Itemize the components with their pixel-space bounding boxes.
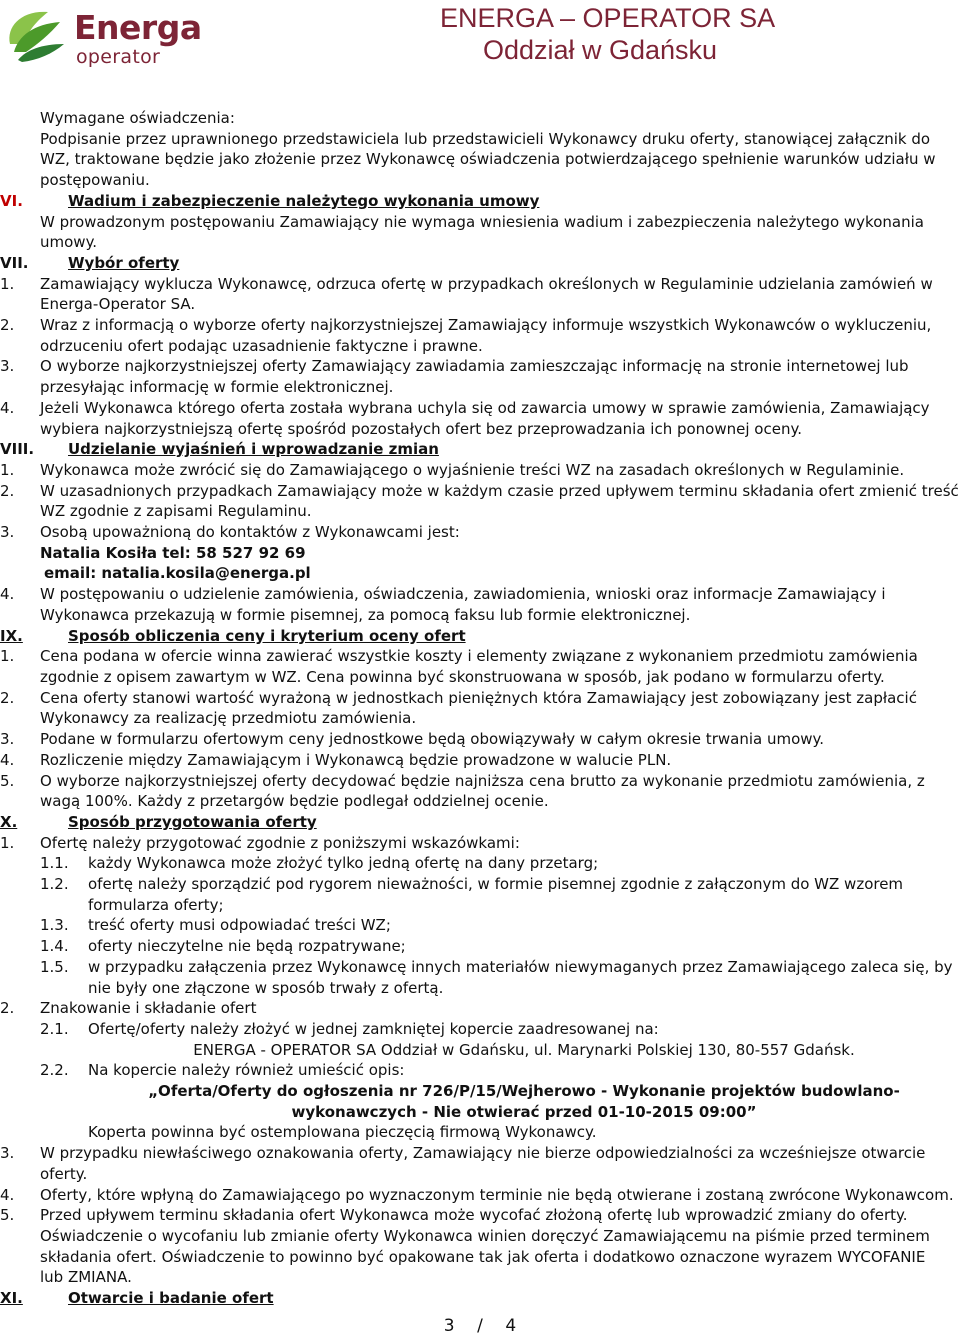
item-text: O wyborze najkorzystniejszej oferty decydować będzie najniższa cena brutto za wykonanie przedmiotu zamówienia, z bbox=[40, 771, 925, 790]
contact-email[interactable]: email: natalia.kosila@energa.pl bbox=[44, 564, 311, 583]
item-text: Cena podana w ofercie winna zawierać wszystkie koszty i elementy związane z wykonaniem przedmiotu zamówienia bbox=[40, 647, 918, 666]
energa-logo bbox=[4, 4, 204, 70]
list-item bbox=[0, 460, 960, 481]
list-item bbox=[0, 315, 960, 336]
sub-list-item bbox=[0, 853, 960, 874]
header-title-block bbox=[440, 2, 776, 66]
item-number: 1.4. bbox=[40, 937, 69, 956]
section-number: VII. bbox=[0, 253, 29, 272]
contact-person: Natalia Kosiła tel: 58 527 92 69 bbox=[40, 543, 306, 562]
item-text: W uzasadnionych przypadkach Zamawiający może w każdym czasie przed upływem terminu składania ofert zmienić treść bbox=[40, 481, 959, 500]
sub-list-item bbox=[0, 936, 960, 957]
list-item-cont: Oświadczenie o wycofaniu lub zmianie oferty Wykonawca winien doręczyć Zamawiającemu na piśmie przed terminem bbox=[40, 1226, 930, 1245]
section-number: VIII. bbox=[0, 440, 35, 459]
section-heading-ix bbox=[0, 626, 960, 647]
sub-list-item-cont: nie były one złączone w sposób trwały z ofertą. bbox=[88, 978, 444, 997]
sub-list-item bbox=[0, 1019, 960, 1040]
item-text: Podane w formularzu ofertowym ceny jednostkowe będą obowiązywały w całym okresie trwania umowy. bbox=[40, 730, 825, 749]
list-item-cont: Wykonawca przekazują w formie pisemnej, za pomocą faksu lub formie elektronicznej. bbox=[40, 605, 691, 624]
list-item bbox=[0, 646, 960, 667]
item-number: 2.1. bbox=[40, 1019, 69, 1038]
item-text: treść oferty musi odpowiadać treści WZ; bbox=[88, 916, 391, 935]
list-item bbox=[0, 481, 960, 502]
list-item bbox=[0, 1143, 960, 1164]
item-text: Jeżeli Wykonawca którego oferta została wybrana uchyla się od zawarcia umowy w sprawie zamówienia, Zamawiający bbox=[40, 398, 930, 417]
section-number: XI. bbox=[0, 1289, 23, 1308]
item-text: Osobą upoważnioną do kontaktów z Wykonawcami jest: bbox=[40, 523, 460, 542]
list-item bbox=[0, 833, 960, 854]
intro-line: Wymagane oświadczenia: bbox=[40, 109, 235, 127]
envelope-label: wykonawczych - Nie otwierać przed 01-10-2015 09:00” bbox=[291, 1102, 757, 1121]
section-title: Otwarcie i badanie ofert bbox=[68, 1289, 274, 1308]
section-number: VI. bbox=[0, 191, 23, 210]
item-text: W postępowaniu o udzielenie zamówienia, oświadczenia, zawiadomienia, wnioski oraz informacje Zamawiający i bbox=[40, 585, 886, 604]
page-header bbox=[0, 0, 960, 90]
item-text: W przypadku niewłaściwego oznakowania oferty, Zamawiający nie bierze odpowiedzialności za wcześniejsze otwarcie bbox=[40, 1144, 926, 1163]
item-number: 1. bbox=[0, 833, 15, 852]
item-text: Rozliczenie między Zamawiającym i Wykonawcą będzie prowadzone w walucie PLN. bbox=[40, 750, 672, 769]
list-item-cont: Wykonawcy za realizację przedmiotu zamówienia. bbox=[40, 709, 417, 728]
list-item bbox=[0, 771, 960, 792]
item-text: Wykonawca może zwrócić się do Zamawiającego o wyjaśnienie treści WZ na zasadach określonych w Regulaminie. bbox=[40, 460, 905, 479]
item-text: O wyborze najkorzystniejszej oferty Zamawiający zawiadamia zamieszczając informację na stronie internetowej lub bbox=[40, 357, 909, 376]
item-number: 1.1. bbox=[40, 854, 69, 873]
section-number: X. bbox=[0, 812, 18, 831]
section-heading-xi bbox=[0, 1288, 960, 1309]
intro-line: postępowaniu. bbox=[40, 171, 150, 190]
list-item bbox=[0, 584, 960, 605]
page-separator: / bbox=[477, 1316, 483, 1336]
list-item bbox=[0, 998, 960, 1019]
item-text: Ofertę/oferty należy złożyć w jednej zamkniętej kopercie zaadresowanej na: bbox=[88, 1019, 659, 1038]
section-heading-vii bbox=[0, 253, 960, 274]
item-text: Na kopercie należy również umieścić opis: bbox=[88, 1061, 405, 1080]
list-item bbox=[0, 522, 960, 543]
item-number: 3. bbox=[0, 523, 15, 542]
list-item-cont: wagą 100%. Każdy z przetargów będzie podlegał oddzielnej ocenie. bbox=[40, 792, 549, 811]
list-item-cont: Energa-Operator SA. bbox=[40, 295, 196, 314]
list-item-cont: lub ZMIANA. bbox=[40, 1268, 132, 1287]
document-body bbox=[0, 108, 960, 1309]
sub-list-item bbox=[0, 874, 960, 895]
item-text: Zamawiający wyklucza Wykonawcę, odrzuca ofertę w przypadkach określonych w Regulaminie udzielania zamówień w bbox=[40, 274, 933, 293]
list-item bbox=[0, 1185, 960, 1206]
section-title: Wybór oferty bbox=[68, 253, 180, 272]
item-text: Cena oferty stanowi wartość wyrażoną w jednostkach pieniężnych która Zamawiający jest zobowiązany jest zapłacić bbox=[40, 688, 917, 707]
page-footer bbox=[0, 1316, 960, 1336]
item-number: 1.5. bbox=[40, 957, 69, 976]
item-text: Oferty, które wpłyną do Zamawiającego po wyznaczonym terminie nie będą otwierane i zostaną zwrócone Wykonawcom. bbox=[40, 1185, 954, 1204]
envelope-label: „Oferta/Oferty do ogłoszenia nr 726/P/15/Wejherowo - Wykonanie projektów budowlano- bbox=[148, 1082, 900, 1101]
item-number: 2.2. bbox=[40, 1061, 69, 1080]
item-number: 1. bbox=[0, 647, 15, 666]
list-item-cont: zgodnie z opisem zawartym w WZ. Cena powinna być skonstruowana w sposób, jak podano w formularzu oferty. bbox=[40, 667, 885, 686]
logo-sub: operator bbox=[76, 46, 161, 68]
item-number: 2. bbox=[0, 316, 15, 335]
list-item bbox=[0, 1205, 960, 1226]
list-item-cont: oferty. bbox=[40, 1164, 88, 1183]
item-text: oferty nieczytelne nie będą rozpatrywane; bbox=[88, 937, 406, 956]
branch-name: Oddział w Gdańsku bbox=[482, 35, 718, 65]
sub-list-item bbox=[0, 1060, 960, 1081]
page-number: 3 bbox=[443, 1316, 455, 1336]
paragraph-line: umowy. bbox=[40, 233, 98, 252]
leaf-logo-icon bbox=[4, 4, 70, 66]
item-number: 3. bbox=[0, 730, 15, 749]
item-text: Ofertę należy przygotować zgodnie z poniższymi wskazówkami: bbox=[40, 833, 520, 852]
section-title: Udzielanie wyjaśnień i wprowadzanie zmian bbox=[68, 440, 439, 459]
item-text: Przed upływem terminu składania ofert Wykonawca może wycofać złożoną ofertę lub wprowadzić zmiany do oferty. bbox=[40, 1206, 908, 1225]
item-number: 1. bbox=[0, 460, 15, 479]
item-text: Wraz z informacją o wyborze oferty najkorzystniejszej Zamawiający informuje wszystkich Wykonawców o wykluczeniu, bbox=[40, 316, 932, 335]
item-text: Znakowanie i składanie ofert bbox=[40, 999, 257, 1018]
section-title: Wadium i zabezpieczenie należytego wykonania umowy bbox=[68, 191, 540, 210]
list-item-cont: przesyłając informację w formie elektronicznej. bbox=[40, 378, 394, 397]
sub-list-item bbox=[0, 915, 960, 936]
list-item-cont: wybiera najkorzystniejszą ofertę spośród pozostałych ofert bez przeprowadzania ich ponownej oceny. bbox=[40, 419, 802, 438]
list-item bbox=[0, 750, 960, 771]
list-item bbox=[0, 356, 960, 377]
sub-list-item bbox=[0, 957, 960, 978]
item-number: 4. bbox=[0, 750, 15, 769]
item-number: 5. bbox=[0, 1206, 15, 1225]
item-text: ofertę należy sporządzić pod rygorem nieważności, w formie pisemnej zgodnie z załączonym do WZ wzorem bbox=[88, 875, 904, 894]
item-number: 3. bbox=[0, 357, 15, 376]
list-item-cont: odrzuceniu ofert podając uzasadnienie faktyczne i prawne. bbox=[40, 336, 483, 355]
item-number: 2. bbox=[0, 481, 15, 500]
stamp-note: Koperta powinna być ostemplowana pieczęcią firmową Wykonawcy. bbox=[88, 1123, 597, 1142]
item-number: 1. bbox=[0, 274, 15, 293]
section-title: Sposób przygotowania oferty bbox=[68, 812, 317, 831]
item-number: 1.3. bbox=[40, 916, 69, 935]
list-item bbox=[0, 398, 960, 419]
list-item bbox=[0, 274, 960, 295]
item-text: każdy Wykonawca może złożyć tylko jedną ofertę na dany przetarg; bbox=[88, 854, 599, 873]
item-number: 2. bbox=[0, 999, 15, 1018]
section-heading-x bbox=[0, 812, 960, 833]
paragraph-line: W prowadzonym postępowaniu Zamawiający nie wymaga wniesienia wadium i zabezpieczenia należytego wykonania bbox=[40, 212, 924, 231]
list-item-cont: WZ zgodnie z zapisami Regulaminu. bbox=[40, 502, 312, 521]
company-name: ENERGA – OPERATOR SA bbox=[440, 3, 776, 33]
item-number: 4. bbox=[0, 585, 15, 604]
address-line: ENERGA - OPERATOR SA Oddział w Gdańsku, ul. Marynarki Polskiej 130, 80-557 Gdańsk. bbox=[193, 1040, 855, 1059]
item-number: 5. bbox=[0, 771, 15, 790]
logo-name: Energa bbox=[74, 8, 202, 47]
intro-line: Podpisanie przez uprawnionego przedstawiciela lub przedstawicieli Wykonawcy druku oferty, stanowiącej załącznik do bbox=[40, 129, 931, 148]
item-number: 3. bbox=[0, 1144, 15, 1163]
list-item-cont: składania ofert. Oświadczenie to powinno być opakowane tak jak oferta i dodatkowo oznaczone wyrazem WYCOFANIE bbox=[40, 1247, 926, 1266]
item-number: 1.2. bbox=[40, 875, 69, 894]
list-item bbox=[0, 729, 960, 750]
page-total: 4 bbox=[505, 1316, 517, 1336]
section-title: Sposób obliczenia ceny i kryterium oceny ofert bbox=[68, 626, 466, 645]
intro-line: WZ, traktowane będzie jako złożenie przez Wykonawcę oświadczenia potwierdzającego spełnienie warunków udziału w bbox=[40, 150, 936, 169]
item-number: 4. bbox=[0, 398, 15, 417]
list-item bbox=[0, 688, 960, 709]
item-text: w przypadku załączenia przez Wykonawcę innych materiałów niewymaganych przez Zamawiającego zaleca się, by bbox=[88, 957, 953, 976]
section-heading-vi bbox=[0, 191, 960, 212]
sub-list-item-cont: formularza oferty; bbox=[88, 895, 224, 914]
section-number: IX. bbox=[0, 626, 23, 645]
item-number: 2. bbox=[0, 688, 15, 707]
item-number: 4. bbox=[0, 1185, 15, 1204]
section-heading-viii bbox=[0, 439, 960, 460]
